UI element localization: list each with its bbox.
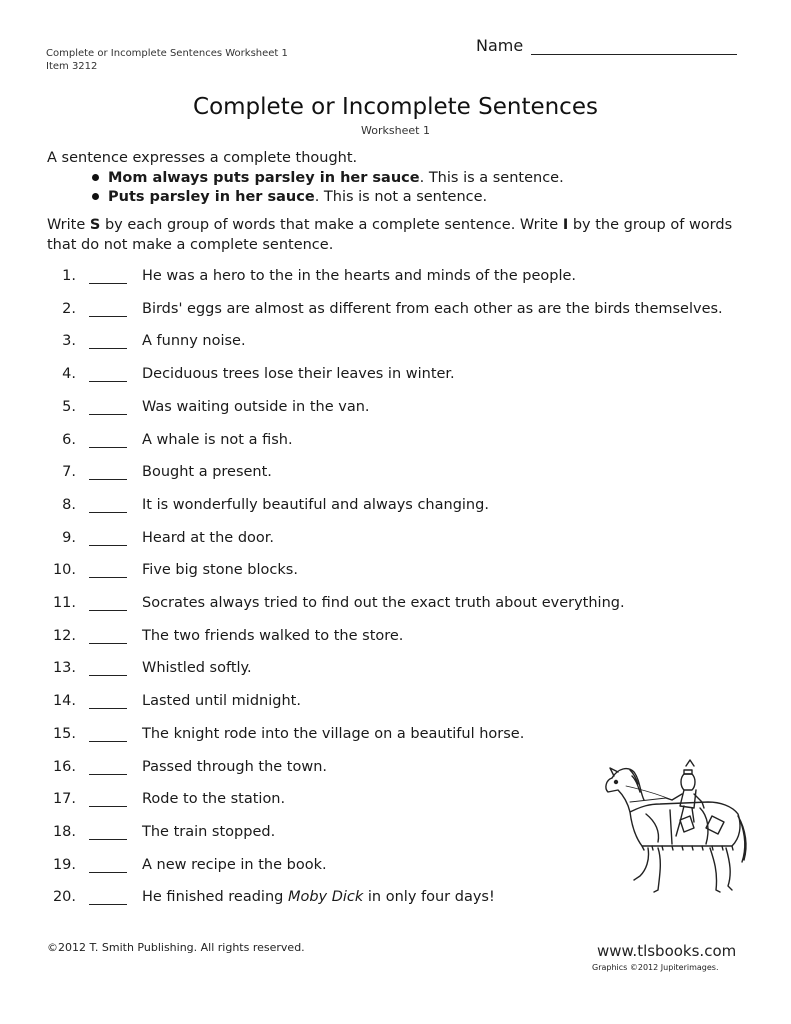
question-text: A new recipe in the book. bbox=[142, 856, 327, 873]
question-number: 17. bbox=[52, 791, 76, 808]
question-number: 15. bbox=[52, 725, 76, 742]
question-number: 11. bbox=[52, 595, 76, 611]
question-number: 8. bbox=[62, 496, 76, 513]
question-text: Was waiting outside in the van. bbox=[142, 398, 370, 415]
question-text-part: He finished reading bbox=[142, 889, 288, 906]
question-number: 7. bbox=[62, 464, 76, 481]
worksheet-item-number: Item 3212 bbox=[46, 61, 98, 72]
name-blank-line[interactable] bbox=[531, 38, 737, 55]
instructions bbox=[47, 215, 747, 255]
bullet-icon bbox=[92, 174, 99, 181]
book-title: Moby Dick bbox=[287, 889, 364, 906]
worksheet-header bbox=[46, 47, 288, 73]
question-number: 18. bbox=[52, 823, 76, 840]
name-label: Name bbox=[476, 36, 524, 55]
page-subtitle: Worksheet 1 bbox=[361, 124, 430, 137]
question-number: 4. bbox=[62, 366, 76, 383]
question-number: 12. bbox=[52, 627, 76, 644]
intro-text: A sentence expresses a complete thought. bbox=[47, 150, 358, 166]
question-number: 2. bbox=[62, 300, 76, 317]
instructions-i: I bbox=[562, 217, 569, 233]
question-number: 3. bbox=[62, 333, 76, 350]
example-rest: . This is a sentence. bbox=[419, 170, 564, 186]
answer-blank[interactable] bbox=[89, 904, 127, 905]
question-text: Deciduous trees lose their leaves in winter. bbox=[142, 366, 455, 383]
answer-blank[interactable] bbox=[89, 479, 127, 480]
question-text: Heard at the door. bbox=[142, 529, 275, 546]
question-number: 19. bbox=[52, 856, 76, 873]
question-number: 9. bbox=[62, 529, 76, 546]
instructions-part: Write bbox=[47, 217, 90, 233]
answer-blank[interactable] bbox=[89, 708, 127, 709]
question-number: 6. bbox=[62, 431, 76, 448]
instructions-part: by each group of words that make a complete sentence. Write bbox=[100, 217, 563, 233]
example-bold: Mom always puts parsley in her sauce bbox=[108, 170, 420, 186]
example-sentence-1 bbox=[92, 170, 564, 186]
answer-blank[interactable] bbox=[89, 675, 127, 676]
instructions-part: by the group of words that do not make a complete sentence. bbox=[47, 217, 733, 253]
question-number: 5. bbox=[62, 398, 76, 415]
website-link[interactable]: www.tlsbooks.com bbox=[597, 942, 737, 960]
answer-blank[interactable] bbox=[89, 316, 127, 317]
name-field[interactable] bbox=[476, 36, 737, 55]
answer-blank[interactable] bbox=[89, 774, 127, 775]
answer-blank[interactable] bbox=[89, 512, 127, 513]
copyright-text: ©2012 T. Smith Publishing. All rights reserved. bbox=[47, 941, 305, 954]
page-title: Complete or Incomplete Sentences bbox=[193, 94, 598, 120]
question-text: He was a hero to the in the hearts and minds of the people. bbox=[142, 268, 577, 284]
question-text: Bought a present. bbox=[142, 464, 272, 481]
question-text: Lasted until midnight. bbox=[142, 693, 301, 710]
question-number: 14. bbox=[52, 693, 76, 710]
question-text bbox=[142, 889, 495, 905]
answer-blank[interactable] bbox=[89, 348, 127, 349]
answer-blank[interactable] bbox=[89, 610, 127, 611]
example-bold: Puts parsley in her sauce bbox=[108, 189, 315, 205]
question-number: 10. bbox=[52, 562, 76, 579]
question-text: The two friends walked to the store. bbox=[142, 627, 404, 644]
answer-blank[interactable] bbox=[89, 872, 127, 873]
question-text: Whistled softly. bbox=[142, 660, 252, 677]
question-text: The train stopped. bbox=[142, 823, 276, 840]
worksheet-header-title: Complete or Incomplete Sentences Worksheet 1 bbox=[46, 48, 288, 59]
question-number: 1. bbox=[62, 268, 76, 284]
question-text: Rode to the station. bbox=[142, 791, 286, 808]
question-number: 16. bbox=[52, 758, 76, 775]
example-sentence-2 bbox=[92, 189, 487, 205]
answer-blank[interactable] bbox=[89, 381, 127, 382]
question-text: It is wonderfully beautiful and always changing. bbox=[142, 496, 489, 513]
answer-blank[interactable] bbox=[89, 741, 127, 742]
question-text-part: in only four days! bbox=[363, 889, 495, 906]
question-text: The knight rode into the village on a beautiful horse. bbox=[142, 725, 525, 742]
answer-blank[interactable] bbox=[89, 839, 127, 840]
question-text: Five big stone blocks. bbox=[142, 562, 298, 579]
question-text: A whale is not a fish. bbox=[142, 431, 293, 448]
bullet-icon bbox=[92, 193, 99, 200]
answer-blank[interactable] bbox=[89, 545, 127, 546]
answer-blank[interactable] bbox=[89, 643, 127, 644]
example-rest: . This is not a sentence. bbox=[314, 189, 488, 205]
question-text: Passed through the town. bbox=[142, 758, 328, 775]
question-text: Birds' eggs are almost as different from each other as are the birds themselves. bbox=[142, 300, 723, 317]
answer-blank[interactable] bbox=[89, 414, 127, 415]
question-text: A funny noise. bbox=[142, 333, 246, 350]
answer-blank[interactable] bbox=[89, 283, 127, 284]
question-text: Socrates always tried to find out the exact truth about everything. bbox=[142, 595, 625, 611]
question-number: 20. bbox=[52, 889, 76, 906]
knight-on-horse-illustration bbox=[600, 750, 750, 900]
answer-blank[interactable] bbox=[89, 806, 127, 807]
answer-blank[interactable] bbox=[89, 577, 127, 578]
instructions-s: S bbox=[89, 217, 101, 233]
graphics-credit: Graphics ©2012 Jupiterimages. bbox=[592, 963, 719, 972]
question-number: 13. bbox=[52, 660, 76, 677]
answer-blank[interactable] bbox=[89, 447, 127, 448]
